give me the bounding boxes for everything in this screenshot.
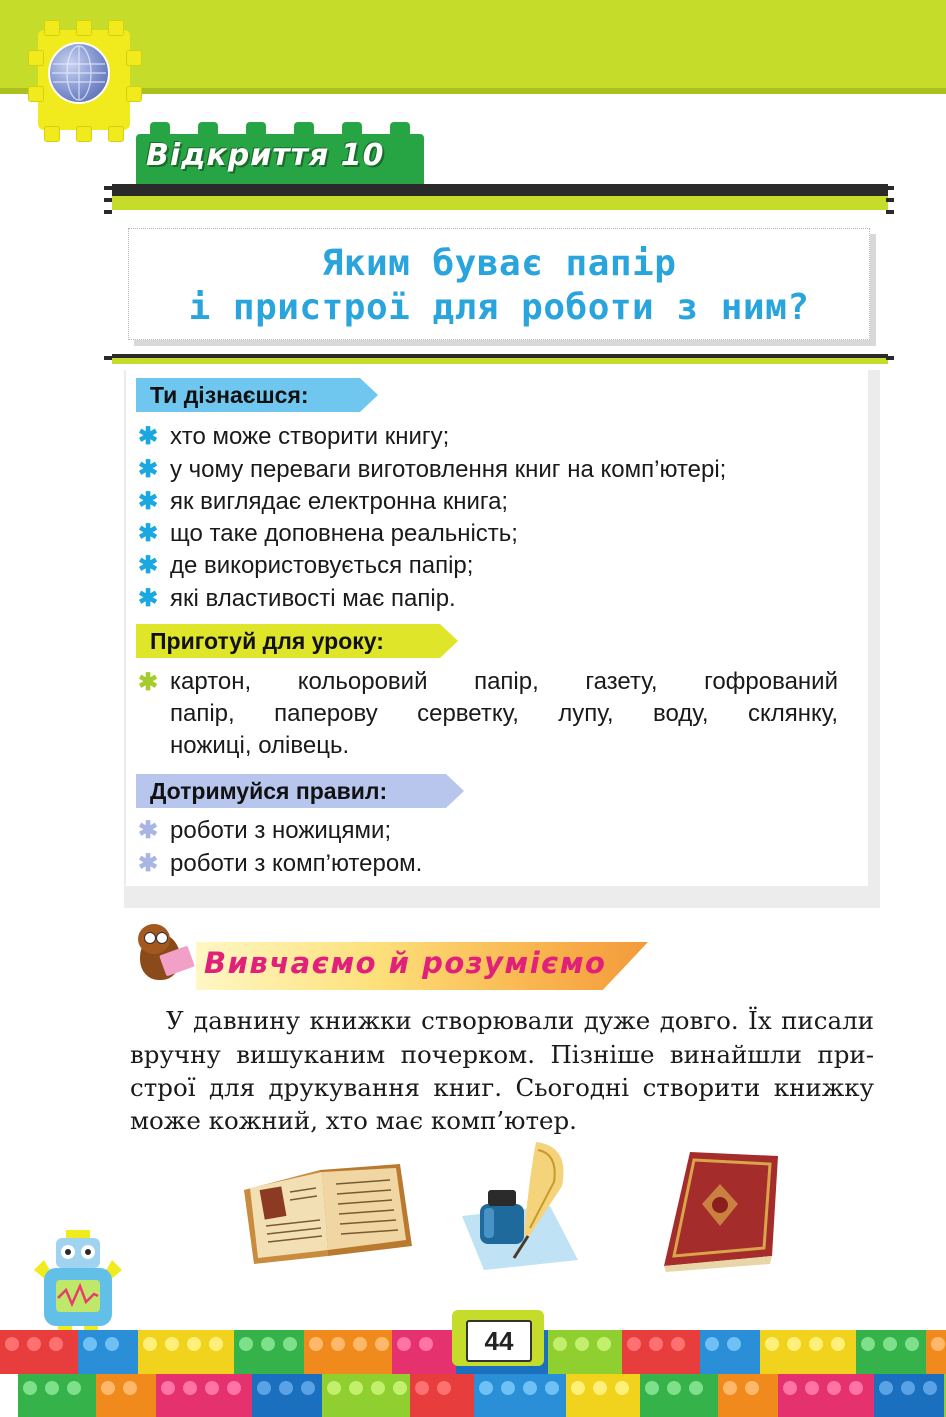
divider-dark-top [112, 184, 888, 196]
rivet [886, 198, 894, 202]
lego-stud [23, 1381, 37, 1395]
rivet [886, 186, 894, 190]
lego-brick [18, 1374, 96, 1417]
lego-brick [410, 1374, 474, 1417]
bullet-star-icon: ✱ [138, 669, 159, 696]
lego-brick [138, 1330, 234, 1374]
lego-brick [392, 1330, 456, 1374]
lego-stud [827, 1381, 841, 1395]
lego-stud [901, 1381, 915, 1395]
lego-stud [187, 1337, 201, 1351]
lego-stud [809, 1337, 823, 1351]
rules-heading-tag [136, 774, 446, 808]
prepare-heading: Приготуй для уроку: [150, 628, 384, 654]
learn-item [138, 551, 473, 580]
lego-stud [689, 1381, 703, 1395]
learn-item-text: що таке доповнена реальність; [170, 520, 518, 547]
lego-stud [437, 1381, 451, 1395]
lego-stud [479, 1381, 493, 1395]
rivet [104, 198, 112, 202]
lego-stud [165, 1337, 179, 1351]
lego-stud [849, 1381, 863, 1395]
lego-stud [353, 1337, 367, 1351]
lego-stud [27, 1337, 41, 1351]
bullet-star-icon: ✱ [138, 423, 159, 450]
lego-brick [474, 1374, 566, 1417]
lego-stud [327, 1381, 341, 1395]
lego-stud [419, 1337, 433, 1351]
lego-brick [640, 1374, 718, 1417]
lego-stud [783, 1381, 797, 1395]
rivet [104, 210, 112, 214]
lego-stud [705, 1337, 719, 1351]
lego-stud [279, 1381, 293, 1395]
tag-arrow [440, 624, 458, 658]
bullet-star-icon: ✱ [138, 817, 159, 844]
body-line: вручну вишуканим почерком. Пізніше винайшли при- [130, 1040, 874, 1069]
lego-stud [593, 1381, 607, 1395]
lego-stud [545, 1381, 559, 1395]
rules-heading: Дотримуйся правил: [150, 778, 388, 804]
body-line: може кожний, хто має комп’ютер. [130, 1106, 577, 1135]
lego-stud [67, 1381, 81, 1395]
lego-stud [227, 1381, 241, 1395]
lego-brick [96, 1374, 156, 1417]
lego-brick [778, 1374, 874, 1417]
divider-green-top [112, 196, 888, 210]
lego-brick [78, 1330, 138, 1374]
lego-stud [627, 1337, 641, 1351]
lego-stud [671, 1337, 685, 1351]
lego-stud [649, 1337, 663, 1351]
lego-stud [931, 1337, 945, 1351]
lego-stud [239, 1337, 253, 1351]
rivet [886, 356, 894, 360]
prepare-line: папір, паперову серветку, лупу, воду, склянку, [170, 700, 838, 727]
globe-icon [48, 42, 110, 104]
lego-brick [234, 1330, 304, 1374]
lesson-label: Відкриття 10 [146, 138, 385, 173]
lego-stud [261, 1337, 275, 1351]
body-line: строї для друкування книг. Сьогодні створити книжку [130, 1073, 874, 1102]
lego-brick [760, 1330, 856, 1374]
top-band [0, 0, 946, 92]
lego-stud [787, 1337, 801, 1351]
lego-brick [322, 1374, 410, 1417]
lego-stud [205, 1381, 219, 1395]
lego-stud [349, 1381, 363, 1395]
learn-heading-tag [136, 378, 360, 412]
lego-brick [718, 1374, 778, 1417]
lego-brick [926, 1330, 946, 1374]
lego-stud [283, 1337, 297, 1351]
lego-brick [304, 1330, 392, 1374]
lego-stud [5, 1337, 19, 1351]
prepare-heading-tag [136, 624, 440, 658]
lego-stud [309, 1337, 323, 1351]
lego-brick [0, 1330, 78, 1374]
lego-brick [252, 1374, 322, 1417]
lego-stud [415, 1381, 429, 1395]
lego-brick [622, 1330, 700, 1374]
lego-stud [83, 1337, 97, 1351]
learn-item [138, 519, 518, 548]
lego-brick [874, 1374, 944, 1417]
lego-stud [209, 1337, 223, 1351]
lego-stud [575, 1337, 589, 1351]
ant-eye [156, 932, 168, 944]
learn-item [138, 584, 456, 613]
robot-mascot [30, 1230, 126, 1342]
lego-brick [700, 1330, 760, 1374]
lego-stud [371, 1381, 385, 1395]
lego-stud [923, 1381, 937, 1395]
lego-stud [831, 1337, 845, 1351]
lego-stud [905, 1337, 919, 1351]
lego-stud [745, 1381, 759, 1395]
lego-brick [566, 1374, 640, 1417]
lego-stud [123, 1381, 137, 1395]
learn-item [138, 487, 508, 516]
red-book-illustration [660, 1148, 780, 1272]
study-heading: Вивчаємо й розуміємо [204, 946, 607, 980]
lego-stud [805, 1381, 819, 1395]
rivet [886, 210, 894, 214]
rules-item [138, 816, 391, 845]
prepare-bullet [138, 668, 170, 697]
body-line: У давнину книжки створювали дуже довго. Їх писали [166, 1006, 874, 1035]
lego-stud [393, 1381, 407, 1395]
lego-stud [571, 1381, 585, 1395]
prepare-line: ножиці, олівець. [170, 732, 350, 759]
lego-stud [883, 1337, 897, 1351]
rivet [104, 356, 112, 360]
lego-stud [667, 1381, 681, 1395]
lego-stud [597, 1337, 611, 1351]
learn-item [138, 455, 726, 484]
prepare-line: картон, кольоровий папір, газету, гофрований [170, 668, 838, 695]
bullet-star-icon: ✱ [138, 850, 159, 877]
learn-heading: Ти дізнаєшся: [150, 382, 309, 408]
bullet-star-icon: ✱ [138, 552, 159, 579]
lego-stud [49, 1337, 63, 1351]
open-book-illustration [240, 1160, 416, 1268]
lego-stud [615, 1381, 629, 1395]
lego-stud [161, 1381, 175, 1395]
ant-eye [144, 932, 156, 944]
page-number: 44 [466, 1320, 532, 1362]
lego-stud [45, 1381, 59, 1395]
bullet-star-icon: ✱ [138, 585, 159, 612]
bullet-star-icon: ✱ [138, 520, 159, 547]
divider-green-middle [112, 358, 888, 364]
lego-stud [143, 1337, 157, 1351]
lego-stud [645, 1381, 659, 1395]
lego-stud [257, 1381, 271, 1395]
rivet [104, 186, 112, 190]
learn-item [138, 422, 449, 451]
learn-item-text: хто може створити книгу; [170, 423, 450, 450]
page-title-line-1: Яким буває папір [321, 243, 677, 284]
lego-stud [101, 1381, 115, 1395]
lego-stud [553, 1337, 567, 1351]
rules-item [138, 849, 422, 878]
lego-stud [375, 1337, 389, 1351]
lego-brick [548, 1330, 622, 1374]
title-panel [128, 228, 870, 340]
lego-stud [723, 1381, 737, 1395]
lego-stud [861, 1337, 875, 1351]
rules-item-text: роботи з комп’ютером. [170, 850, 423, 877]
lego-stud [105, 1337, 119, 1351]
inkwell-quill-illustration [458, 1142, 590, 1272]
bullet-star-icon: ✱ [138, 488, 159, 515]
bullet-star-icon: ✱ [138, 456, 159, 483]
learn-item-text: у чому переваги виготовлення книг на комп’ютері; [170, 456, 727, 483]
lego-brick [856, 1330, 926, 1374]
lego-stud [397, 1337, 411, 1351]
learn-item-text: де використовується папір; [170, 552, 474, 579]
tag-arrow [446, 774, 464, 808]
lego-stud [879, 1381, 893, 1395]
lego-brick [156, 1374, 252, 1417]
learn-item-text: які властивості має папір. [170, 585, 456, 612]
lego-stud [331, 1337, 345, 1351]
lego-stud [523, 1381, 537, 1395]
lego-stud [301, 1381, 315, 1395]
lego-stud [765, 1337, 779, 1351]
rules-item-text: роботи з ножицями; [170, 817, 392, 844]
tag-arrow [360, 378, 378, 412]
lego-stud [501, 1381, 515, 1395]
lego-stud [727, 1337, 741, 1351]
lego-stud [183, 1381, 197, 1395]
page-title-line-2: і пристрої для роботи з ним? [188, 287, 810, 328]
learn-item-text: як виглядає електронна книга; [170, 488, 509, 515]
